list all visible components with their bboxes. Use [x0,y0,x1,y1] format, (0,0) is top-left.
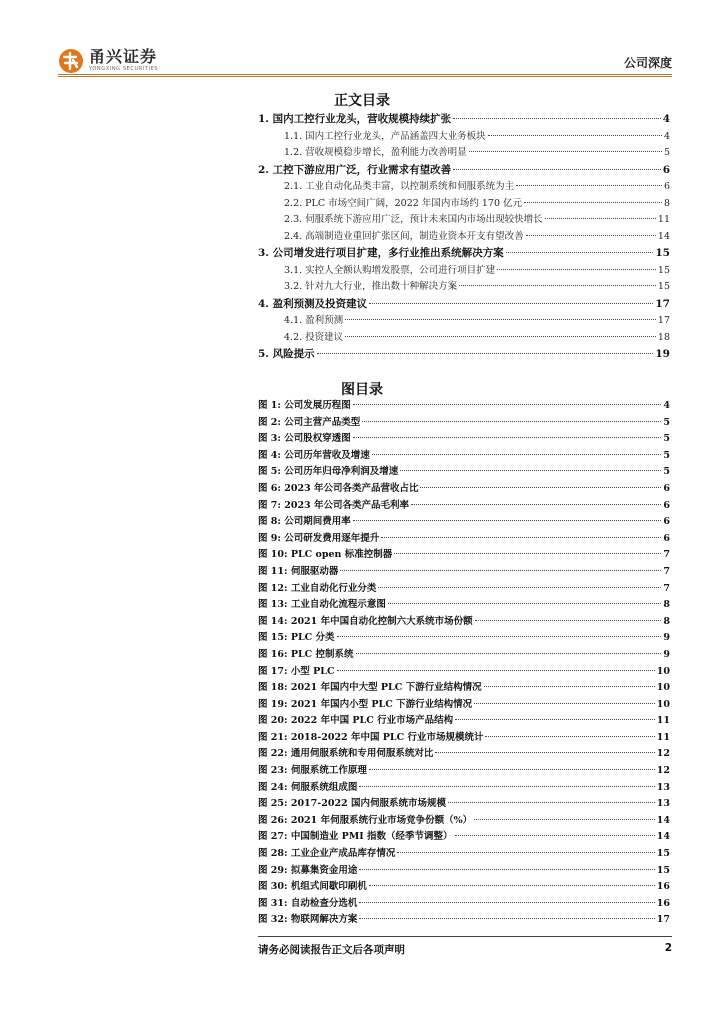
list-of-figures [258,398,670,929]
dot-leader [359,869,654,870]
figure-entry-label: 图 18: 2021 年国内中大型 PLC 下游行业结构情况 [258,682,482,694]
figure-entry-label: 图 8: 公司期间费用率 [258,516,351,528]
toc-entry-label: 3.1. 实控人全额认购增发股票，公司进行项目扩建 [284,264,496,276]
toc-entry[interactable] [258,145,670,162]
toc-entry-page: 18 [657,331,670,343]
dot-leader [359,902,654,903]
figure-entry[interactable] [258,448,670,465]
figure-entry-page: 11 [656,731,670,743]
figure-entry[interactable] [258,597,670,614]
dot-leader [453,169,661,170]
figure-entry[interactable] [258,763,670,780]
figure-entry[interactable] [258,514,670,531]
dot-leader [400,470,661,471]
report-type: 公司深度 [623,56,672,70]
toc-entry-page: 4 [662,113,670,125]
dot-leader [359,786,654,787]
footer-divider [258,936,672,937]
figure-entry-page: 6 [663,499,670,511]
dot-leader [397,852,654,853]
figure-entry-page: 9 [663,632,670,644]
toc-entry-label: 1.1. 国内工控行业龙头，产品涵盖四大业务板块 [284,130,486,142]
figure-entry-label: 图 12: 工业自动化行业分类 [258,582,377,594]
toc-entry[interactable] [258,245,670,263]
dot-leader [353,520,662,521]
toc-entry[interactable] [258,212,670,229]
figure-entry-page: 12 [656,765,670,777]
dot-leader [369,303,653,304]
figure-entry-page: 10 [656,698,670,710]
figure-entry[interactable] [258,581,670,598]
figure-entry-label: 图 9: 公司研发费用逐年提升 [258,532,380,544]
dot-leader [455,835,655,836]
figure-entry-label: 图 22: 通用伺服系统和专用伺服系统对比 [258,748,434,760]
toc-entry-page: 15 [657,264,670,276]
figure-entry-page: 4 [663,400,670,411]
dot-leader [469,151,662,152]
dot-leader [372,454,662,455]
brand-name: 甬兴证券 [89,47,158,66]
figure-entry[interactable] [258,846,670,863]
figure-entry-page: 9 [663,648,670,660]
toc-entry-label: 2.2. PLC 市场空间广阔，2022 年国内市场约 170 亿元 [284,197,523,209]
brand-logo-icon [58,48,84,74]
figure-entry[interactable] [258,647,670,664]
figure-entry-label: 图 6: 2023 年公司各类产品营收占比 [258,482,419,494]
dot-leader [453,118,661,119]
toc-entry-page: 11 [657,214,670,225]
figure-entry-page: 10 [656,665,670,677]
figure-entry-label: 图 29: 拟募集资金用途 [258,864,358,876]
figure-entry[interactable] [258,431,670,448]
figure-entry[interactable] [258,813,670,830]
figure-entry-page: 11 [656,715,670,727]
dot-leader [506,252,654,253]
dot-leader [369,769,655,770]
figure-entry-label: 图 27: 中国制造业 PMI 指数（经季节调整） [258,831,453,843]
figure-entry[interactable] [258,481,670,498]
toc-entry[interactable] [258,346,670,364]
toc-entry[interactable] [258,313,670,330]
figure-entry[interactable] [258,680,670,697]
page-number: 2 [664,942,672,954]
figure-entry-page: 8 [663,615,670,627]
page-header [58,44,672,76]
toc-entry[interactable] [258,263,670,280]
toc-title: 正文目录 [334,93,390,109]
figure-entry-page: 6 [663,532,670,544]
figure-entry-page: 6 [663,516,670,528]
figure-entry[interactable] [258,746,670,763]
brand-logo [58,48,158,74]
dot-leader [475,620,662,621]
toc-entry-label: 4.2. 投资建议 [284,331,344,343]
dot-leader [484,686,655,687]
figure-entry[interactable] [258,547,670,564]
toc-entry-page: 15 [657,281,670,292]
dot-leader [455,719,655,720]
dot-leader [359,918,654,919]
figure-entry-label: 图 5: 公司历年归母净利润及增速 [258,466,399,478]
figure-entry-page: 14 [656,814,670,826]
figure-entry-label: 图 10: PLC open 标准控制器 [258,549,393,561]
dot-leader [516,185,662,186]
figure-entry[interactable] [258,780,670,797]
figure-entry-page: 16 [656,881,670,893]
dot-leader [474,819,655,820]
dot-leader [485,736,654,737]
dot-leader [337,636,662,637]
figure-entry[interactable] [258,564,670,581]
toc-entry-label: 1.2. 营收规模稳步增长，盈利能力改善明显 [284,147,467,158]
figure-entry-page: 16 [656,897,670,909]
figure-entry-label: 图 23: 伺服系统工作原理 [258,765,367,777]
figure-entry-page: 15 [656,864,670,876]
figure-entry-label: 图 20: 2022 年中国 PLC 行业市场产品结构 [258,715,454,727]
figure-entry-page: 13 [656,781,670,793]
figure-entry[interactable] [258,829,670,846]
figure-entry-label: 图 15: PLC 分类 [258,632,335,644]
toc-entry-label: 3.2. 针对九大行业，推出数十种解决方案 [284,281,458,292]
figure-entry[interactable] [258,879,670,896]
toc-entry-page: 15 [655,247,670,259]
figure-entry-page: 13 [656,798,670,810]
brand-name-en: YONGXING SECURITIES [89,66,159,72]
figure-entry[interactable] [258,498,670,515]
dot-leader [448,802,655,803]
figure-entry-page: 15 [656,848,670,860]
figure-entry-page: 5 [663,416,670,428]
figure-entry-label: 图 3: 公司股权穿透图 [258,433,351,445]
dot-leader [340,570,661,571]
toc-entry[interactable] [258,162,670,180]
figure-entry-label: 图 11: 伺服驱动器 [258,565,339,577]
toc-entry-label: 5. 风险提示 [258,348,315,360]
dot-leader [353,437,662,438]
dot-leader [369,885,655,886]
figure-entry-label: 图 30: 机组式间歇印刷机 [258,881,367,893]
toc-entry-page: 5 [663,147,670,158]
toc-entry[interactable] [258,111,670,129]
toc-entry-page: 6 [662,163,670,176]
figure-entry-page: 7 [663,582,670,594]
figure-entry-label: 图 16: PLC 控制系统 [258,648,354,660]
dot-leader [317,353,654,354]
dot-leader [345,336,656,337]
figures-title: 图目录 [341,382,383,398]
dot-leader [362,421,661,422]
figure-entry-label: 图 28: 工业企业产成品库存情况 [258,848,396,860]
toc-entry[interactable] [258,279,670,296]
figure-entry[interactable] [258,796,670,813]
figure-entry-page: 7 [663,565,670,577]
dot-leader [345,319,656,320]
figure-entry[interactable] [258,614,670,631]
figure-entry-page: 14 [656,831,670,843]
disclaimer-text: 请务必阅读报告正文后各项声明 [258,944,405,956]
figure-entry-label: 图 13: 工业自动化流程示意图 [258,599,386,611]
figure-entry[interactable] [258,896,670,913]
toc-entry-page: 8 [663,197,670,209]
toc-entry-page: 17 [657,315,670,326]
figure-entry[interactable] [258,664,670,681]
dot-leader [394,553,661,554]
dot-leader [524,202,662,203]
toc-entry[interactable] [258,296,670,314]
figure-entry-page: 6 [663,482,670,494]
figure-entry-label: 图 32: 物联网解决方案 [258,914,358,926]
dot-leader [378,587,661,588]
figure-entry[interactable] [258,398,670,415]
table-of-contents [258,111,670,364]
figure-entry-label: 图 1: 公司发展历程图 [258,400,351,411]
toc-entry-page: 17 [655,297,670,310]
dot-leader [420,487,661,488]
figure-entry-label: 图 25: 2017-2022 国内伺服系统市场规模 [258,798,446,810]
toc-entry-label: 4.1. 盈利预测 [284,315,344,326]
dot-leader [356,653,662,654]
figure-entry[interactable] [258,415,670,432]
dot-leader [435,752,654,753]
figure-entry-page: 17 [656,914,670,926]
figure-entry-label: 图 21: 2018-2022 年中国 PLC 行业市场规模统计 [258,731,484,743]
figure-entry-page: 5 [663,433,670,445]
figure-entry-label: 图 2: 公司主营产品类型 [258,416,361,428]
figure-entry-label: 图 17: 小型 PLC [258,665,335,677]
toc-entry-label: 1. 国内工控行业龙头，营收规模持续扩张 [258,113,452,125]
figure-entry[interactable] [258,730,670,747]
figure-entry-label: 图 31: 自动检查分选机 [258,897,358,909]
figure-entry-label: 图 14: 2021 年中国自动化控制六大系统市场份额 [258,615,473,627]
figure-entry-label: 图 19: 2021 年国内小型 PLC 下游行业结构情况 [258,698,473,710]
figure-entry-page: 5 [663,466,670,478]
dot-leader [388,603,662,604]
dot-leader [497,269,656,270]
toc-entry-label: 3. 公司增发进行项目扩建，多行业推出系统解决方案 [258,247,504,259]
figure-entry-label: 图 7: 2023 年公司各类产品毛利率 [258,499,409,511]
dot-leader [459,285,656,286]
toc-entry-page: 14 [657,230,670,242]
figure-entry[interactable] [258,912,670,929]
figure-entry-label: 图 24: 伺服系统组成图 [258,781,358,793]
toc-entry[interactable] [258,196,670,213]
dot-leader [353,404,662,405]
figure-entry[interactable] [258,630,670,647]
header-divider [58,74,672,75]
toc-entry-page: 19 [655,348,670,360]
toc-entry-page: 6 [663,181,670,192]
figure-entry[interactable] [258,863,670,880]
toc-entry[interactable] [258,330,670,347]
dot-leader [411,504,661,505]
figure-entry[interactable] [258,464,670,481]
figure-entry[interactable] [258,713,670,730]
figure-entry-page: 5 [663,449,670,461]
figure-entry[interactable] [258,531,670,548]
toc-entry-label: 4. 盈利预测及投资建议 [258,297,368,310]
toc-entry-label: 2. 工控下游应用广泛，行业需求有望改善 [258,163,452,176]
toc-entry-label: 2.4. 高端制造业重回扩张区间，制造业资本开支有望改善 [284,230,524,242]
toc-entry[interactable] [258,179,670,196]
figure-entry-label: 图 26: 2021 年伺服系统行业市场竞争份额（%） [258,814,473,826]
dot-leader [545,218,656,219]
toc-entry[interactable] [258,129,670,146]
figure-entry-page: 8 [663,599,670,611]
figure-entry-label: 图 4: 公司历年营收及增速 [258,449,370,461]
toc-entry[interactable] [258,229,670,246]
dot-leader [381,537,661,538]
figure-entry-page: 10 [656,682,670,694]
dot-leader [488,135,662,136]
dot-leader [337,670,655,671]
toc-entry-label: 2.1. 工业自动化品类丰富，以控制系统和伺服系统为主 [284,181,515,192]
dot-leader [526,235,656,236]
figure-entry-page: 7 [663,549,670,561]
toc-entry-label: 2.3. 伺服系统下游应用广泛，预计未来国内市场出现较快增长 [284,214,543,225]
figure-entry[interactable] [258,697,670,714]
header-divider-secondary [58,76,672,77]
toc-entry-page: 4 [663,130,670,142]
page-footer [258,942,672,957]
figure-entry-page: 12 [656,748,670,760]
dot-leader [474,703,655,704]
